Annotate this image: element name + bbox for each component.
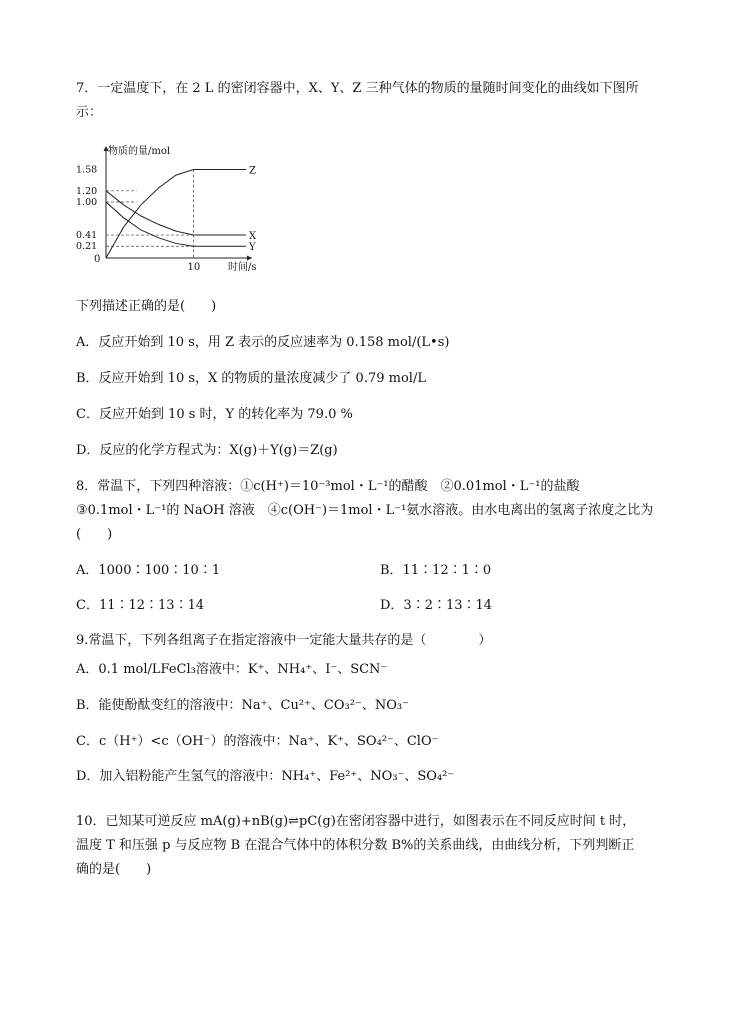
y-tick-label: 0.41 [76,230,98,242]
q7-stem-line2: 示： [76,105,103,120]
q8-option-d: D．3∶2∶13∶14 [380,598,493,613]
y-tick-label: 0.21 [76,241,98,253]
q7-chart [76,140,276,280]
q8-option-c: C．11∶12∶13∶14 [76,598,205,613]
q7-option-c: C．反应开始到 10 s 时，Y 的转化率为 79.0 % [76,407,353,422]
q10-line3: 确的是( ) [76,862,152,877]
y-axis-label: 物质的量/mol [108,146,171,157]
series-label-X: X [249,231,257,243]
q7-option-a: A．反应开始到 10 s，用 Z 表示的反应速率为 0.158 mol/(L•s) [76,335,450,350]
q9-stem: 9.常温下，下列各组离子在指定溶液中一定能大量共存的是（ ） [76,633,492,648]
series-line-Z [106,170,246,258]
x-tick-label: 10 [187,262,201,273]
q8-line2: ③0.1mol・L⁻¹的 NaOH 溶液 ④c(OH⁻)＝1mol・L⁻¹氨水溶液。由水电离出的氢离子浓度之比为 [76,503,654,518]
q10-line2: 温度 T 和压强 p 与反应物 B 在混合气体中的体积分数 B%的关系曲线，由曲线分析，下列判断正 [76,838,635,853]
q9-option-a: A．0.1 mol/LFeCl₃溶液中：K⁺、NH₄⁺、I⁻、SCN⁻ [76,662,388,677]
q10-line1: 10．已知某可逆反应 mA(g)+nB(g)⇌pC(g)在密闭容器中进行，如图表示在不同反应时间 t 时， [76,814,636,829]
y-tick-label: 1.00 [76,197,98,208]
x-axis-label: 时间/s [228,262,257,273]
series-label-Z: Z [249,165,256,177]
series-line-X [106,191,246,235]
q7-option-b: B．反应开始到 10 s，X 的物质的量浓度减少了 0.79 mol/L [76,371,426,386]
q9-option-b: B．能使酚酞变红的溶液中：Na⁺、Cu²⁺、CO₃²⁻、NO₃⁻ [76,698,409,713]
q9-option-d: D．加入铝粉能产生氢气的溶液中：NH₄⁺、Fe²⁺、NO₃⁻、SO₄²⁻ [76,769,455,784]
origin-label: 0 [94,254,101,265]
q8-option-b: B．11∶12∶1∶0 [380,563,492,578]
series-line-Y [106,202,246,246]
q9-option-c: C．c（H⁺）<c（OH⁻）的溶液中：Na⁺、K⁺、SO₄²⁻、ClO⁻ [76,734,439,749]
q7-option-d: D．反应的化学方程式为：X(g)＋Y(g)＝Z(g) [76,443,338,458]
y-tick-label: 1.58 [76,164,98,176]
series-label-Y: Y [249,242,256,254]
q7-question: 下列描述正确的是( ) [76,299,217,314]
q8-line3: ( ) [76,527,113,542]
y-tick-label: 1.20 [76,185,98,197]
q7-stem-line1: 7．一定温度下，在 2 L 的密闭容器中，X、Y、Z 三种气体的物质的量随时间变化的曲线如下图所 [76,81,639,96]
q8-option-a: A．1000∶100∶10∶1 [76,563,221,578]
x-axis-arrow [247,256,252,261]
q8-line1: 8．常温下，下列四种溶液：①c(H⁺)＝10⁻³mol・L⁻¹的醋酸 ②0.01mol・L⁻¹的盐酸 [76,479,580,494]
